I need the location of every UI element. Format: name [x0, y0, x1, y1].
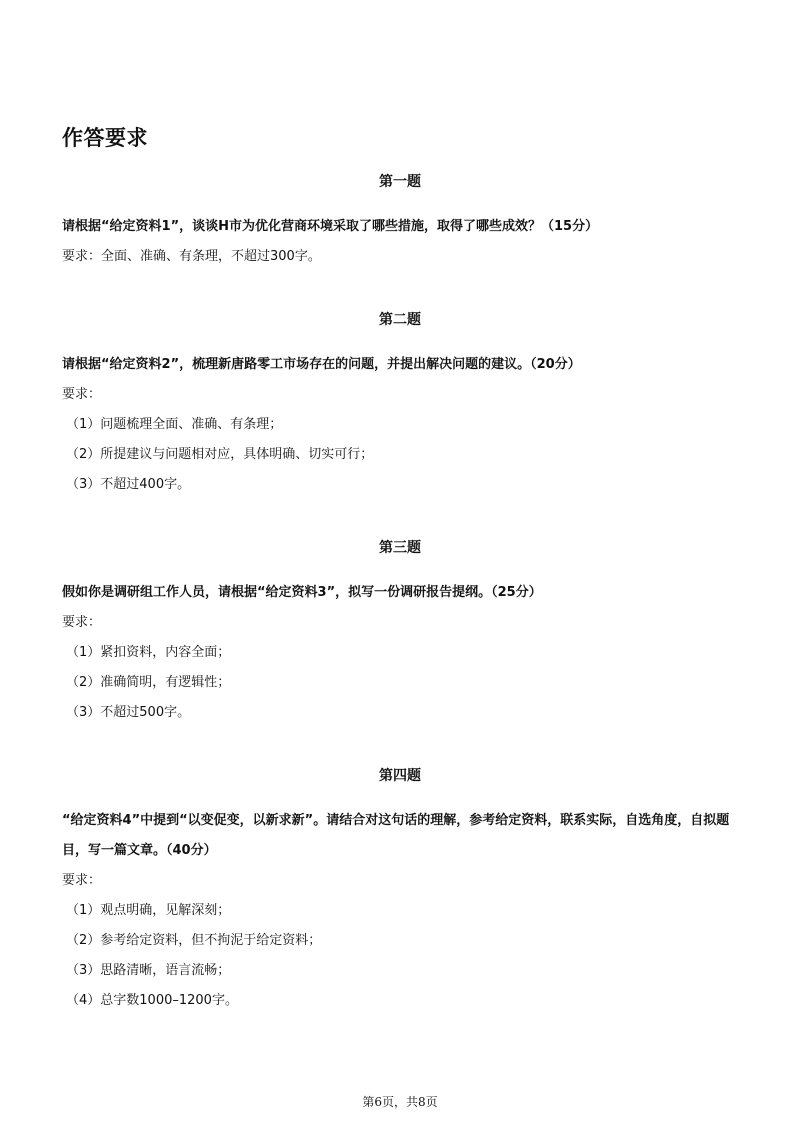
question-title: 第四题 — [379, 768, 421, 784]
requirement-item: （3）不超过400字。 — [66, 477, 191, 492]
requirement-item: （2）所提建议与问题相对应，具体明确、切实可行； — [66, 447, 374, 462]
requirement-item: （2）准确简明，有逻辑性； — [66, 675, 231, 690]
requirement-list — [62, 410, 738, 500]
question-2 — [62, 310, 738, 500]
requirement-label: 要求： — [62, 873, 102, 888]
requirement-item: （4）总字数1000–1200字。 — [66, 993, 238, 1008]
requirement-item: （2）参考给定资料，但不拘泥于给定资料； — [66, 933, 322, 948]
question-4 — [62, 766, 738, 1016]
page-heading: 作答要求 — [62, 126, 148, 150]
requirement-list — [62, 896, 738, 1016]
question-title: 第二题 — [379, 312, 421, 328]
requirement-label: 要求： — [62, 387, 102, 402]
requirement-text: 要求：全面、准确、有条理，不超过300字。 — [62, 249, 321, 264]
question-3 — [62, 538, 738, 728]
requirement-label: 要求： — [62, 615, 102, 630]
question-prompt: “给定资料4”中提到“以变促变，以新求新”。请结合对这句话的理解，参考给定资料，联系实际，自选角度，自拟题目，写一篇文章。（40分） — [62, 813, 730, 858]
requirement-item: （3）思路清晰，语言流畅； — [66, 963, 231, 978]
requirement-item: （1）观点明确，见解深刻； — [66, 903, 231, 918]
requirement-item: （1）紧扣资料，内容全面； — [66, 645, 231, 660]
page-number-footer: 第6页，共8页 — [362, 1095, 438, 1109]
question-title: 第一题 — [379, 174, 421, 190]
requirement-list — [62, 638, 738, 728]
question-prompt: 假如你是调研组工作人员，请根据“给定资料3”，拟写一份调研报告提纲。（25分） — [62, 585, 542, 600]
requirement-item: （1）问题梳理全面、准确、有条理； — [66, 417, 283, 432]
question-prompt: 请根据“给定资料2”，梳理新唐路零工市场存在的问题，并提出解决问题的建议。（20分） — [62, 357, 581, 372]
question-prompt: 请根据“给定资料1”，谈谈H市为优化营商环境采取了哪些措施，取得了哪些成效？（15分） — [62, 219, 599, 234]
question-1 — [62, 172, 738, 272]
requirement-item: （3）不超过500字。 — [66, 705, 191, 720]
question-title: 第三题 — [379, 540, 421, 556]
